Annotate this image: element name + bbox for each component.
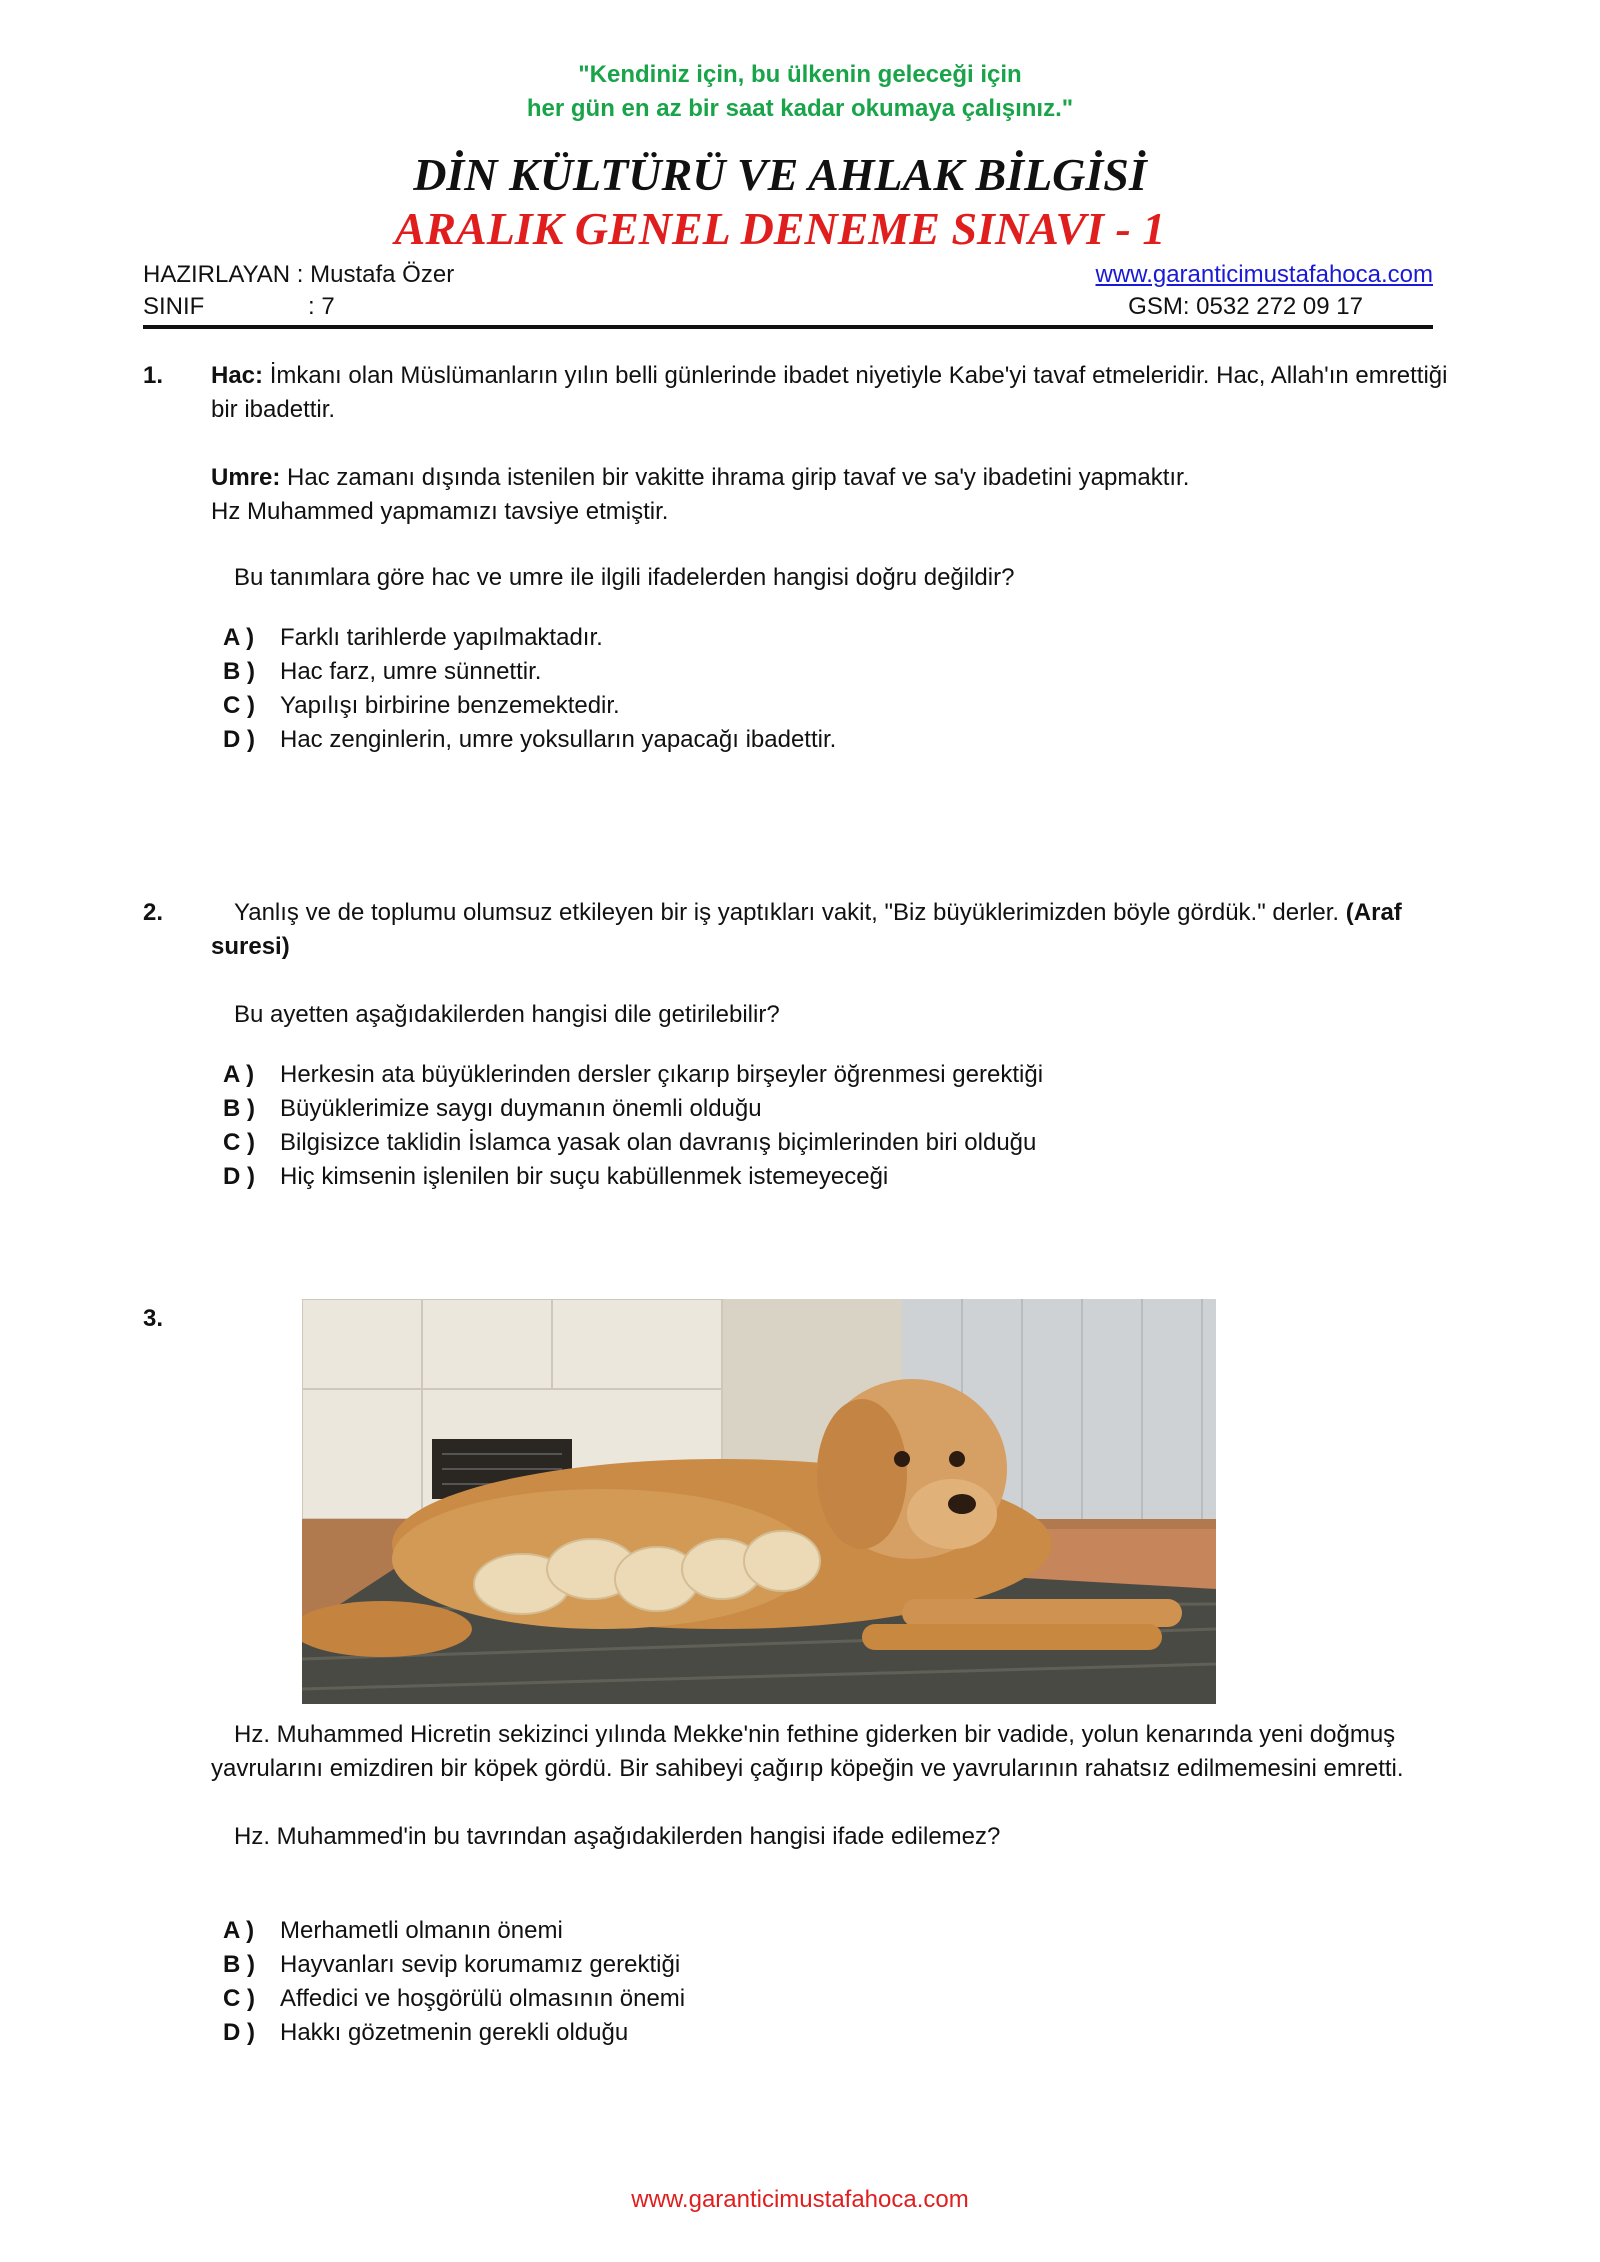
dog-nursing-puppies-photo [302, 1299, 1216, 1704]
option-d[interactable] [223, 1160, 1043, 1194]
author-label: HAZIRLAYAN : Mustafa Özer [143, 261, 455, 288]
option-d[interactable] [223, 2016, 685, 2050]
option-text: Merhametli olmanın önemi [280, 1917, 563, 1944]
option-letter: D ) [223, 1163, 255, 1190]
option-letter: D ) [223, 2019, 255, 2046]
question-prompt: Hz. Muhammed'in bu tavrından aşağıdakilerden hangisi ifade edilemez? [234, 1823, 1001, 1850]
option-b[interactable] [223, 1948, 685, 1982]
hac-definition [211, 359, 1451, 427]
header-row-author [143, 260, 1433, 290]
option-b[interactable] [223, 1092, 1043, 1126]
photo-illustration [302, 1299, 1216, 1704]
question-number: 2. [143, 899, 164, 926]
footer-website[interactable]: www.garanticimustafahoca.com [631, 2186, 969, 2213]
option-letter: C ) [223, 1985, 255, 2012]
gsm-number: GSM: 0532 272 09 17 [1128, 293, 1363, 320]
question-passage: Hz. Muhammed Hicretin sekizinci yılında Mekke'nin fethine giderken bir vadide, yolun kenarında yeni doğmuş yavrularını emizdiren bir köpek gördü. Bir sahibeyi çağırıp köpeğin ve yavrularının rahatsız edilmemesini emretti. [211, 1721, 1404, 1782]
option-text: Hayvanları sevip korumamız gerektiği [280, 1951, 681, 1978]
option-letter: A ) [223, 1917, 255, 1944]
passage-source: (Araf suresi) [211, 899, 1402, 960]
options-list [223, 1058, 1043, 1194]
option-text: Yapılışı birbirine benzemektedir. [280, 692, 620, 719]
header-divider [143, 325, 1433, 329]
option-text: Hiç kimsenin işlenilen bir suçu kabüllenmek istemeyeceği [280, 1163, 889, 1190]
option-letter: B ) [223, 1951, 255, 1978]
option-text: Büyüklerimize saygı duymanın önemli olduğu [280, 1095, 762, 1122]
exam-title: ARALIK GENEL DENEME SINAVI - 1 [394, 203, 1166, 254]
question-prompt: Bu tanımlara göre hac ve umre ile ilgili ifadelerden hangisi doğru değildir? [234, 564, 1015, 591]
option-d[interactable] [223, 723, 836, 757]
option-text: Bilgisizce taklidin İslamca yasak olan davranış biçimlerinden biri olduğu [280, 1129, 1037, 1156]
hac-def-text: İmkanı olan Müslümanların yılın belli günlerinde ibadet niyetiyle Kabe'yi tavaf etmeleridir. Hac, Allah'ın emrettiği bir ibadettir. [211, 362, 1448, 423]
option-letter: A ) [223, 624, 255, 651]
header-website-link[interactable]: www.garanticimustafahoca.com [1095, 261, 1433, 288]
option-b[interactable] [223, 655, 836, 689]
class-value: : 7 [308, 293, 335, 320]
motto-quote [0, 58, 1600, 126]
question-passage [211, 896, 1441, 964]
question-body [211, 1718, 1441, 1854]
option-c[interactable] [223, 1982, 685, 2016]
question-body [211, 896, 1441, 1032]
passage-text: Yanlış ve de toplumu olumsuz etkileyen bir iş yaptıkları vakit, "Biz büyüklerimizden böyle gördük." derler. [234, 899, 1346, 926]
option-letter: C ) [223, 692, 255, 719]
class-label: SINIF [143, 293, 205, 320]
option-c[interactable] [223, 1126, 1043, 1160]
umre-def-text: Hac zamanı dışında istenilen bir vakitte ihrama girip tavaf ve sa'y ibadetini yapmaktır. [280, 464, 1190, 491]
motto-line-2: her gün en az bir saat kadar okumaya çalışınız." [526, 95, 1074, 122]
subject-title: DİN KÜLTÜRÜ VE AHLAK BİLGİSİ [413, 149, 1147, 200]
question-prompt: Bu ayetten aşağıdakilerden hangisi dile getirilebilir? [234, 1001, 780, 1028]
question-body [211, 359, 1451, 595]
option-a[interactable] [223, 1914, 685, 1948]
option-letter: A ) [223, 1061, 255, 1088]
options-list [223, 1914, 685, 2050]
question-number: 1. [143, 362, 164, 389]
umre-definition [211, 461, 1451, 495]
option-letter: B ) [223, 1095, 255, 1122]
option-a[interactable] [223, 621, 836, 655]
option-c[interactable] [223, 689, 836, 723]
umre-term: Umre: [211, 464, 281, 491]
hac-term: Hac: [211, 362, 264, 389]
option-text: Herkesin ata büyüklerinden dersler çıkarıp birşeyler öğrenmesi gerektiği [280, 1061, 1044, 1088]
umre-def-line2: Hz Muhammed yapmamızı tavsiye etmiştir. [211, 498, 669, 525]
option-text: Hac farz, umre sünnettir. [280, 658, 542, 685]
option-text: Hakkı gözetmenin gerekli olduğu [280, 2019, 629, 2046]
option-letter: B ) [223, 658, 255, 685]
motto-line-1: "Kendiniz için, bu ülkenin geleceği için [578, 61, 1022, 88]
header-row-class [143, 292, 1433, 322]
option-text: Affedici ve hoşgörülü olmasının önemi [280, 1985, 686, 2012]
option-letter: C ) [223, 1129, 255, 1156]
option-a[interactable] [223, 1058, 1043, 1092]
option-letter: D ) [223, 726, 255, 753]
option-text: Farklı tarihlerde yapılmaktadır. [280, 624, 603, 651]
options-list [223, 621, 836, 757]
question-number: 3. [143, 1305, 164, 1332]
option-text: Hac zenginlerin, umre yoksulların yapacağı ibadettir. [280, 726, 837, 753]
